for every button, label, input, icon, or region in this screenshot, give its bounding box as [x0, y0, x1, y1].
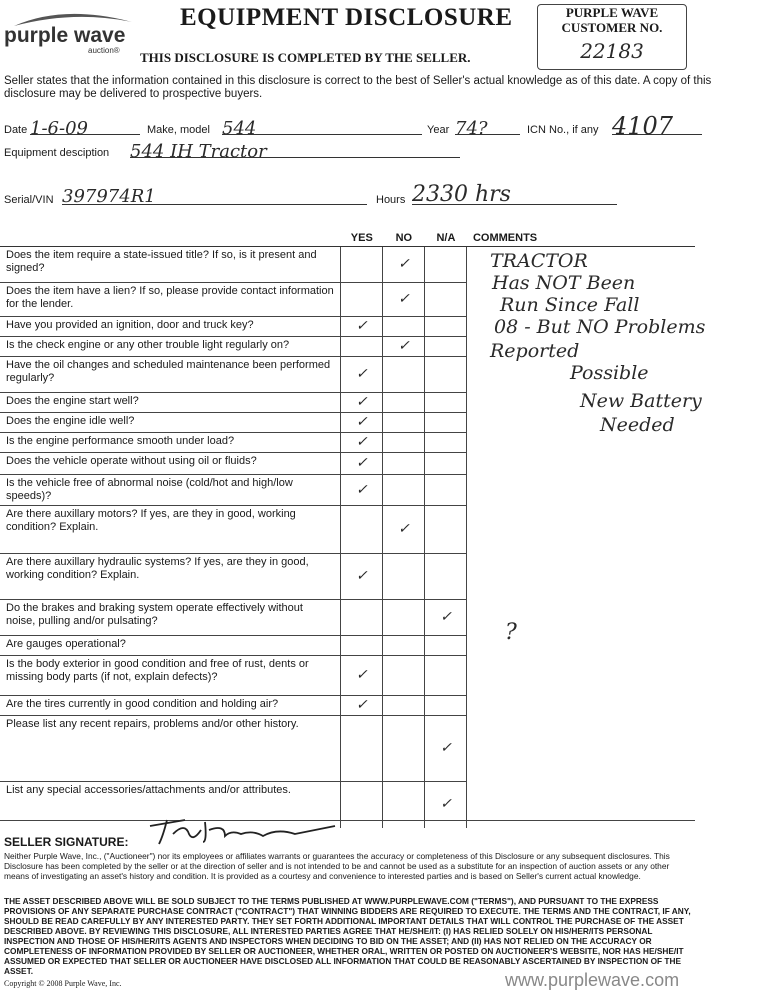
no-header: NO — [383, 230, 425, 247]
table-row — [0, 636, 695, 656]
yes-checkbox[interactable]: ✓ — [341, 475, 383, 506]
no-checkbox[interactable] — [383, 656, 425, 696]
question-text: Do the brakes and braking system operate effectively without noise, pulling and/or pulsating? — [0, 600, 341, 636]
comment-cell[interactable] — [467, 696, 695, 716]
yes-checkbox[interactable] — [341, 636, 383, 656]
customer-box-line1: PURPLE WAVE — [565, 5, 659, 20]
comment-cell[interactable] — [467, 506, 695, 554]
description-field[interactable] — [130, 141, 460, 162]
comments-header: COMMENTS — [467, 230, 695, 247]
question-text: Are there auxillary hydraulic systems? If yes, are they in good, working condition? Explain. — [0, 554, 341, 600]
yes-checkbox[interactable]: ✓ — [341, 433, 383, 453]
yes-checkbox[interactable] — [341, 600, 383, 636]
question-text: Is the body exterior in good condition and free of rust, dents or missing body parts (if not, explain defects)? — [0, 656, 341, 696]
no-checkbox[interactable] — [383, 636, 425, 656]
comment-line: Needed — [600, 414, 675, 436]
icn-value: 4107 — [612, 112, 674, 140]
no-checkbox[interactable] — [383, 600, 425, 636]
intro-statement: Seller states that the information contained in this disclosure is correct to the best of Seller's actual knowledge as of this date. A copy of this disclosure may be delivered to prospective buyers. — [4, 75, 712, 100]
no-checkbox[interactable]: ✓ — [383, 506, 425, 554]
copyright: Copyright © 2008 Purple Wave, Inc. — [4, 979, 122, 988]
table-row — [0, 716, 695, 782]
comment-line: Run Since Fall — [500, 294, 640, 316]
no-checkbox[interactable] — [383, 317, 425, 337]
table-row — [0, 656, 695, 696]
question-text: Is the vehicle free of abnormal noise (cold/hot and high/low speeds)? — [0, 475, 341, 506]
hours-value: 2330 hrs — [412, 182, 511, 207]
comment-line: New Battery — [580, 390, 702, 412]
na-header: N/A — [425, 230, 467, 247]
yes-checkbox[interactable]: ✓ — [341, 453, 383, 475]
na-checkbox[interactable] — [425, 413, 467, 433]
gauge-comment: ? — [505, 620, 517, 645]
question-text: Have the oil changes and scheduled maintenance been performed regularly? — [0, 357, 341, 393]
yes-checkbox[interactable]: ✓ — [341, 554, 383, 600]
website-watermark: www.purplewave.com — [505, 970, 680, 990]
na-checkbox[interactable] — [425, 393, 467, 413]
comment-line: 08 - But NO Problems — [494, 316, 706, 338]
question-text: Is the engine performance smooth under load? — [0, 433, 341, 453]
question-text: Does the engine start well? — [0, 393, 341, 413]
na-checkbox[interactable] — [425, 636, 467, 656]
comment-cell[interactable] — [467, 600, 695, 636]
table-row — [0, 600, 695, 636]
customer-number-box — [537, 4, 687, 70]
comment-cell[interactable] — [467, 636, 695, 656]
yes-checkbox[interactable] — [341, 716, 383, 782]
signature-label: SELLER SIGNATURE: — [4, 835, 129, 849]
year-value: 74? — [455, 118, 488, 139]
table-row — [0, 554, 695, 600]
yes-checkbox[interactable] — [341, 337, 383, 357]
disclaimer-text: Neither Purple Wave, Inc., ("Auctioneer") nor its employees or affiliates warrants or guarantees the accuracy or completeness of this Disclosure or any subsequent disclosures. This Disclosure has been completed by the seller or at the direction of seller and is not intended to be and cannot be used as a substitute for an inspection of auction assets or any other means of investigating an asset's history and condition. It is provided as a courtesy and convenience to interested parties and is based on Seller's current actual knowledge. — [4, 851, 670, 882]
na-checkbox[interactable] — [425, 696, 467, 716]
svg-text:purple wave: purple wave — [4, 24, 126, 47]
customer-number[interactable]: 22183 — [580, 39, 644, 63]
question-text: Does the vehicle operate without using oil or fluids? — [0, 453, 341, 475]
no-checkbox[interactable] — [383, 716, 425, 782]
year-field[interactable] — [455, 118, 520, 139]
na-checkbox[interactable]: ✓ — [425, 600, 467, 636]
yes-checkbox[interactable]: ✓ — [341, 656, 383, 696]
yes-checkbox[interactable]: ✓ — [341, 696, 383, 716]
yes-checkbox[interactable]: ✓ — [341, 413, 383, 433]
question-text: List any special accessories/attachments and/or attributes. — [0, 782, 341, 828]
comment-line: Reported — [490, 340, 580, 362]
table-header-row — [0, 230, 695, 247]
signature-divider — [0, 820, 695, 821]
description-label: Equipment desciption — [4, 147, 110, 159]
yes-checkbox[interactable] — [341, 283, 383, 317]
question-text: Does the engine idle well? — [0, 413, 341, 433]
na-checkbox[interactable] — [425, 506, 467, 554]
question-text: Please list any recent repairs, problems and/or other history. — [0, 716, 341, 782]
make-label: Make, model — [147, 124, 210, 136]
serial-field[interactable] — [62, 186, 367, 205]
na-checkbox[interactable] — [425, 554, 467, 600]
table-row — [0, 433, 695, 453]
make-value: 544 — [222, 118, 257, 139]
table-row — [0, 413, 695, 433]
na-checkbox[interactable]: ✓ — [425, 716, 467, 782]
table-row — [0, 506, 695, 554]
comment-cell[interactable] — [467, 716, 695, 782]
comment-cell[interactable] — [467, 656, 695, 696]
table-row — [0, 337, 695, 357]
yes-header: YES — [341, 230, 383, 247]
yes-checkbox[interactable]: ✓ — [341, 317, 383, 337]
no-checkbox[interactable] — [383, 357, 425, 393]
comment-cell[interactable] — [467, 453, 695, 475]
comment-cell[interactable] — [467, 475, 695, 506]
purple-wave-logo — [4, 8, 134, 56]
comment-line: TRACTOR — [490, 250, 588, 272]
yes-checkbox[interactable]: ✓ — [341, 393, 383, 413]
na-checkbox[interactable] — [425, 453, 467, 475]
date-value: 1-6-09 — [30, 118, 88, 139]
no-checkbox[interactable]: ✓ — [383, 247, 425, 283]
icn-label: ICN No., if any — [527, 124, 599, 136]
no-checkbox[interactable] — [383, 696, 425, 716]
no-checkbox[interactable]: ✓ — [383, 337, 425, 357]
serial-label: Serial/VIN — [4, 194, 54, 206]
no-checkbox[interactable] — [383, 475, 425, 506]
question-text: Is the check engine or any other trouble light regularly on? — [0, 337, 341, 357]
description-value: 544 IH Tractor — [130, 141, 267, 162]
form-title: EQUIPMENT DISCLOSURE — [180, 4, 513, 31]
table-row — [0, 696, 695, 716]
na-checkbox[interactable] — [425, 656, 467, 696]
date-field[interactable] — [30, 118, 140, 139]
year-label: Year — [427, 124, 450, 136]
question-text: Does the item require a state-issued title? If so, is it present and signed? — [0, 247, 341, 283]
no-checkbox[interactable] — [383, 453, 425, 475]
serial-value: 397974R1 — [62, 186, 156, 207]
na-checkbox[interactable] — [425, 475, 467, 506]
comment-line: Has NOT Been — [492, 272, 636, 294]
table-row — [0, 453, 695, 475]
yes-checkbox[interactable] — [341, 247, 383, 283]
no-checkbox[interactable] — [383, 393, 425, 413]
date-label: Date — [4, 124, 28, 136]
question-text: Are the tires currently in good condition and holding air? — [0, 696, 341, 716]
no-checkbox[interactable] — [383, 554, 425, 600]
yes-checkbox[interactable]: ✓ — [341, 357, 383, 393]
question-text: Does the item have a lien? If so, please provide contact information for the lender. — [0, 283, 341, 317]
comment-line: Possible — [570, 362, 649, 384]
no-checkbox[interactable] — [383, 413, 425, 433]
na-checkbox[interactable] — [425, 357, 467, 393]
hours-field[interactable] — [412, 182, 617, 205]
hours-label: Hours — [376, 194, 406, 206]
form-subtitle: THIS DISCLOSURE IS COMPLETED BY THE SELLER. — [140, 50, 471, 65]
seller-signature[interactable] — [145, 812, 345, 848]
customer-box-line2: CUSTOMER NO. — [561, 20, 663, 35]
question-text: Are gauges operational? — [0, 636, 341, 656]
svg-text:auction®: auction® — [88, 46, 120, 55]
na-checkbox[interactable]: ✓ — [425, 782, 467, 828]
yes-checkbox[interactable] — [341, 506, 383, 554]
no-checkbox[interactable] — [383, 433, 425, 453]
icn-field[interactable] — [612, 112, 702, 140]
na-checkbox[interactable] — [425, 283, 467, 317]
no-checkbox[interactable]: ✓ — [383, 283, 425, 317]
terms-text: THE ASSET DESCRIBED ABOVE WILL BE SOLD SUBJECT TO THE TERMS PUBLISHED AT WWW.PURPLEWAVE.COM ("TERMS"), AND PURSUANT TO THE EXPRESS PROVISIONS OF ANY SEPARATE PURCHASE CONTRACT ("CONTRACT") THAT WINNING BIDDERS ARE REQUIRED TO EXECUTE. THE TERMS AND THE CONTRACT, IF ANY, SHOULD BE READ CAREFULLY BY ANY INTERESTED PARTY. THEY SET FORTH ADDITIONAL IMPORTANT DETAILS THAT WILL CONTROL THE PURCHASE OF THE ASSET DESCRIBED ABOVE. BY REVIEWING THIS DISCLOSURE, ALL INTERESTED PARTIES AGREE THAT HE/SHE/IT: (I) HAS RELIED SOLELY ON HIS/HER/ITS PERSONAL INSPECTION AND THOSE OF HIS/HER/ITS AGENTS AND INSPECTORS WHEN DECIDING TO BID ON THE ASSET; AND (II) HAS NOT RELIED ON THE ACCURACY OR COMPLETENESS OF INFORMATION PROVIDED BY SELLER OR AUCTIONEER, WHETHER ORAL, WRITTEN OR POSTED ON AUCTIONEER'S WEBSITE, NOR HAS HE/SHE/IT ASSUMED OR EXPECTED THAT SELLER OR AUCTIONEER HAVE DISCLOSED ALL INFORMATION THAT COULD BE REASONABLY ASCERTAINED BY INSPECTION OF THE ASSET. — [4, 896, 691, 976]
na-checkbox[interactable] — [425, 247, 467, 283]
na-checkbox[interactable] — [425, 317, 467, 337]
question-text: Have you provided an ignition, door and truck key? — [0, 317, 341, 337]
make-field[interactable] — [222, 118, 422, 139]
question-text: Are there auxillary motors? If yes, are they in good, working condition? Explain. — [0, 506, 341, 554]
comment-cell[interactable] — [467, 554, 695, 600]
na-checkbox[interactable] — [425, 337, 467, 357]
na-checkbox[interactable] — [425, 433, 467, 453]
table-row — [0, 475, 695, 506]
